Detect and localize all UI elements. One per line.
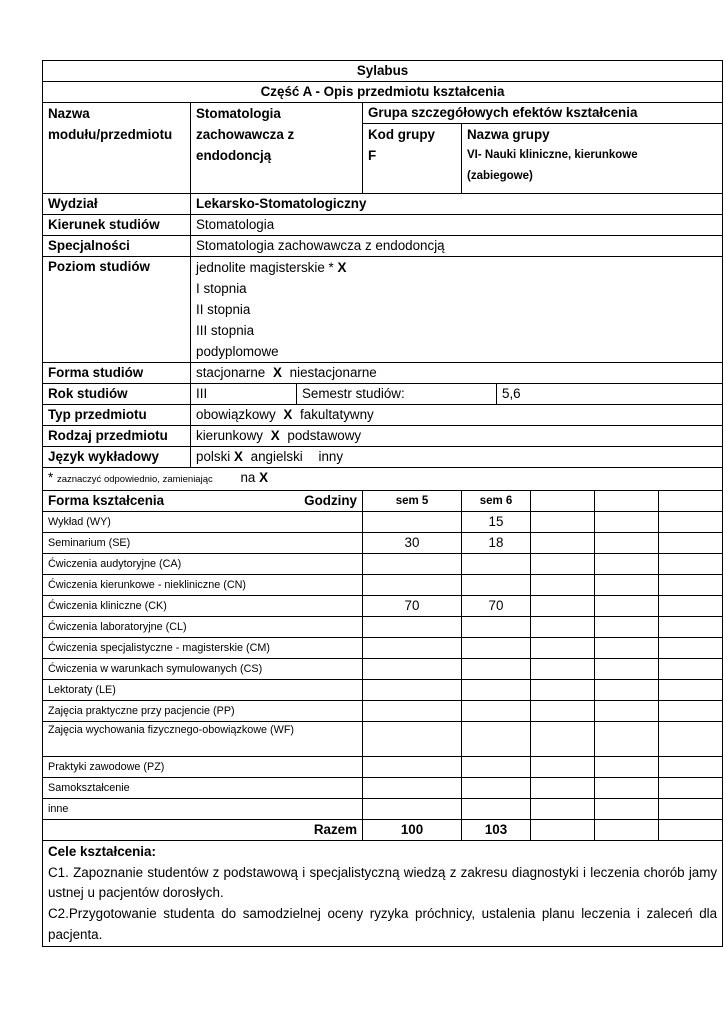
hours-row-sem5 — [363, 701, 462, 722]
hours-row-empty — [659, 554, 723, 575]
hours-row-empty — [531, 533, 595, 554]
hours-row-empty — [531, 617, 595, 638]
hours-row-sem6 — [462, 701, 531, 722]
hours-row-empty — [659, 778, 723, 799]
hours-row-label: Ćwiczenia w warunkach symulowanych (CS) — [43, 659, 363, 680]
hours-row-empty — [659, 722, 723, 757]
hours-row-sem6 — [462, 575, 531, 596]
language-label: Język wykładowy — [43, 447, 191, 468]
group-code: Kod grupy F — [363, 124, 462, 194]
hours-row-sem5 — [363, 722, 462, 757]
table-row — [43, 596, 723, 617]
empty-header-1 — [531, 491, 595, 512]
hours-rows — [43, 512, 723, 820]
hours-row-empty — [659, 757, 723, 778]
table-row — [43, 757, 723, 778]
hours-row-label: inne — [43, 799, 363, 820]
language-value: polski X angielski inny — [191, 447, 723, 468]
group-header: Grupa szczegółowych efektów kształcenia — [363, 103, 723, 124]
hours-row-label: Ćwiczenia specjalistyczne - magisterskie (CM) — [43, 638, 363, 659]
level-option-4: III stopnia — [196, 323, 255, 338]
hours-row-sem6 — [462, 799, 531, 820]
table-row — [43, 680, 723, 701]
field-label: Kierunek studiów — [43, 215, 191, 236]
hours-row-empty — [531, 680, 595, 701]
table-row — [43, 722, 723, 757]
hours-row-label: Ćwiczenia laboratoryjne (CL) — [43, 617, 363, 638]
study-form-mark: X — [272, 365, 282, 380]
hours-row-empty — [659, 617, 723, 638]
hours-row-sem5: 70 — [363, 596, 462, 617]
hours-row-sem6 — [462, 659, 531, 680]
hours-row-sem5 — [363, 512, 462, 533]
hours-row-empty — [531, 659, 595, 680]
level-options — [191, 257, 723, 363]
total-sem5: 100 — [363, 820, 462, 841]
hours-row-sem6: 18 — [462, 533, 531, 554]
group-name: Nazwa grupy VI- Nauki kliniczne, kierunkowe (zabiegowe) — [462, 124, 723, 194]
hours-row-empty — [531, 722, 595, 757]
hours-row-sem5 — [363, 575, 462, 596]
syllabus-table — [42, 60, 723, 947]
hours-row-empty — [595, 617, 659, 638]
hours-row-sem6 — [462, 617, 531, 638]
hours-row-empty — [595, 799, 659, 820]
syllabus-sheet — [42, 60, 718, 947]
hours-row-label: Lektoraty (LE) — [43, 680, 363, 701]
hours-row-sem5 — [363, 778, 462, 799]
empty-header-2 — [595, 491, 659, 512]
level-mark: X — [337, 260, 347, 275]
course-kind-mark: X — [270, 428, 280, 443]
semester-value: 5,6 — [497, 384, 723, 405]
hours-row-empty — [531, 799, 595, 820]
hours-row-empty — [659, 512, 723, 533]
section-subtitle: Część A - Opis przedmiotu kształcenia — [43, 82, 723, 103]
hours-row-sem5 — [363, 638, 462, 659]
empty-header-3 — [659, 491, 723, 512]
module-name-value: Stomatologia zachowawcza z endodoncją — [191, 103, 363, 194]
course-type-mark: X — [283, 407, 293, 422]
year-value: III — [191, 384, 297, 405]
table-row — [43, 659, 723, 680]
course-type-label: Typ przedmiotu — [43, 405, 191, 426]
hours-row-empty — [659, 659, 723, 680]
field-value: Stomatologia — [191, 215, 723, 236]
total-sem6: 103 — [462, 820, 531, 841]
sem6-header: sem 6 — [462, 491, 531, 512]
level-option-2: I stopnia — [196, 281, 247, 296]
hours-row-empty — [659, 575, 723, 596]
table-row — [43, 512, 723, 533]
goals-title: Cele kształcenia: — [48, 844, 156, 859]
hours-row-empty — [659, 680, 723, 701]
hours-row-label: Wykład (WY) — [43, 512, 363, 533]
syllabus-title: Sylabus — [43, 61, 723, 82]
hours-row-empty — [659, 701, 723, 722]
hours-row-sem6: 15 — [462, 512, 531, 533]
table-row — [43, 638, 723, 659]
table-row — [43, 799, 723, 820]
hours-row-empty — [531, 757, 595, 778]
hours-row-empty — [531, 596, 595, 617]
hours-row-label: Samokształcenie — [43, 778, 363, 799]
year-label: Rok studiów — [43, 384, 191, 405]
hours-row-label: Zajęcia wychowania fizycznego-obowiązkowe (WF) — [43, 722, 363, 757]
hours-row-empty — [595, 533, 659, 554]
hours-row-empty — [595, 659, 659, 680]
level-option-3: II stopnia — [196, 302, 251, 317]
hours-row-empty — [595, 680, 659, 701]
hours-row-empty — [531, 701, 595, 722]
hours-header — [43, 491, 363, 512]
language-mark: X — [233, 449, 243, 464]
specialty-label: Specjalności — [43, 236, 191, 257]
table-row — [43, 575, 723, 596]
hours-row-sem6 — [462, 778, 531, 799]
hours-row-empty — [595, 554, 659, 575]
hours-row-sem6: 70 — [462, 596, 531, 617]
table-row — [43, 554, 723, 575]
table-row — [43, 533, 723, 554]
table-row — [43, 701, 723, 722]
faculty-label: Wydział — [43, 194, 191, 215]
hours-row-empty — [531, 778, 595, 799]
hours-row-empty — [531, 512, 595, 533]
hours-label: Godziny — [304, 493, 357, 508]
hours-row-empty — [659, 533, 723, 554]
course-kind-label: Rodzaj przedmiotu — [43, 426, 191, 447]
hours-row-empty — [595, 596, 659, 617]
specialty-value: Stomatologia zachowawcza z endodoncją — [191, 236, 723, 257]
hours-row-sem6 — [462, 722, 531, 757]
learning-goals — [43, 841, 723, 947]
hours-row-empty — [659, 596, 723, 617]
hours-row-sem6 — [462, 757, 531, 778]
sem5-header: sem 5 — [363, 491, 462, 512]
level-option-1: jednolite magisterskie * X — [196, 260, 347, 275]
hours-row-sem6 — [462, 680, 531, 701]
course-kind-value: kierunkowy X podstawowy — [191, 426, 723, 447]
hours-row-label: Ćwiczenia kierunkowe - niekliniczne (CN) — [43, 575, 363, 596]
semester-label: Semestr studiów: — [297, 384, 497, 405]
hours-row-empty — [595, 701, 659, 722]
hours-row-label: Ćwiczenia kliniczne (CK) — [43, 596, 363, 617]
marking-note: * zaznaczyć odpowiednio, zamieniając na X — [43, 468, 723, 491]
hours-row-sem6 — [462, 554, 531, 575]
hours-row-empty — [595, 722, 659, 757]
level-label: Poziom studiów — [43, 257, 191, 363]
hours-row-empty — [595, 575, 659, 596]
hours-row-label: Seminarium (SE) — [43, 533, 363, 554]
faculty-value: Lekarsko-Stomatologiczny — [191, 194, 723, 215]
study-form-label: Forma studiów — [43, 363, 191, 384]
hours-row-sem6 — [462, 638, 531, 659]
hours-row-label: Praktyki zawodowe (PZ) — [43, 757, 363, 778]
hours-row-empty — [595, 778, 659, 799]
hours-row-empty — [531, 575, 595, 596]
level-option-5: podyplomowe — [196, 344, 279, 359]
table-row — [43, 617, 723, 638]
module-name-label: Nazwa modułu/przedmiotu — [43, 103, 191, 194]
hours-row-empty — [595, 512, 659, 533]
hours-row-sem5 — [363, 554, 462, 575]
study-form-value: stacjonarne X niestacjonarne — [191, 363, 723, 384]
hours-row-sem5 — [363, 757, 462, 778]
goal-c2: C2.Przygotowanie studenta do samodzielnej oceny ryzyka próchnicy, ustalenia planu leczenia i zaleceń dla pacjenta. — [48, 906, 718, 942]
hours-row-empty — [531, 638, 595, 659]
goal-c1: C1. Zapoznanie studentów z podstawową i specjalistyczną wiedzą z zakresu diagnostyki i leczenia chorób jamy ustnej u pacjentów dorosłych. — [48, 864, 718, 901]
hours-row-empty — [595, 638, 659, 659]
hours-row-sem5 — [363, 659, 462, 680]
hours-row-empty — [659, 638, 723, 659]
table-row — [43, 778, 723, 799]
hours-row-sem5 — [363, 617, 462, 638]
hours-row-sem5 — [363, 680, 462, 701]
hours-row-empty — [595, 757, 659, 778]
hours-row-sem5: 30 — [363, 533, 462, 554]
hours-row-label: Ćwiczenia audytoryjne (CA) — [43, 554, 363, 575]
hours-row-label: Zajęcia praktyczne przy pacjencie (PP) — [43, 701, 363, 722]
hours-row-sem5 — [363, 799, 462, 820]
course-type-value: obowiązkowy X fakultatywny — [191, 405, 723, 426]
hours-row-empty — [659, 799, 723, 820]
total-label: Razem — [43, 820, 363, 841]
form-header: Forma kształcenia — [48, 493, 165, 508]
hours-row-empty — [531, 554, 595, 575]
